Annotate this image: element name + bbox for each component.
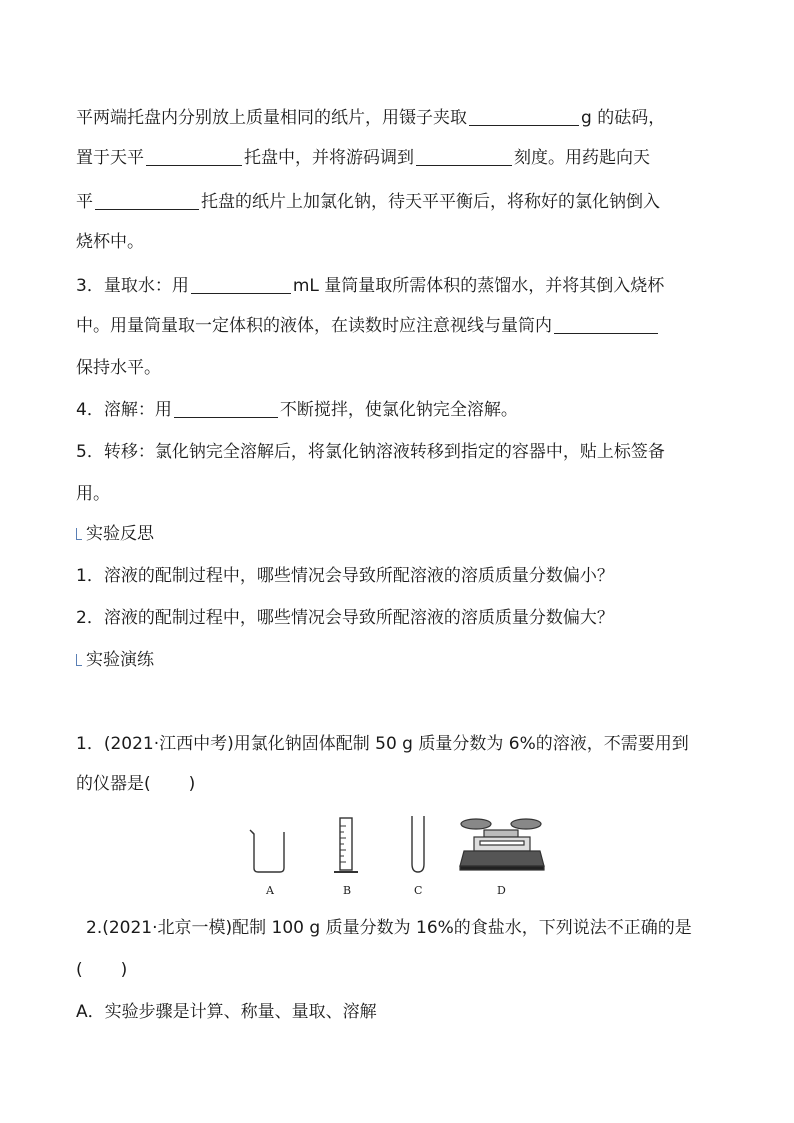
question-2-line-1: 2.(2021·北京一模)配制 100 g 质量分数为 16%的食盐水，下列说法不正确的是 <box>86 918 692 938</box>
instruments-illustration <box>240 808 560 884</box>
section-marker-icon <box>76 654 82 666</box>
text-segment: 托盘中，并将游码调到 <box>244 148 414 168</box>
fill-blank <box>95 191 199 210</box>
question-2-line-2 <box>76 958 726 982</box>
text-line-measure-3: 保持水平。 <box>76 358 161 378</box>
text-segment: 中。用量筒量取一定体积的液体，在读数时应注意视线与量筒内 <box>76 316 552 336</box>
text-segment: 3．量取水：用 <box>76 276 189 296</box>
graduated-cylinder-icon <box>334 818 358 872</box>
section-title-reflection <box>76 522 726 546</box>
fill-blank <box>146 147 242 166</box>
text-segment: 托盘的纸片上加氯化钠，待天平平衡后，将称好的氯化钠倒入 <box>201 192 660 212</box>
question-2-option-a: A．实验步骤是计算、称量、量取、溶解 <box>76 1002 377 1022</box>
text-line-measure-2 <box>76 314 726 338</box>
text-segment: 平两端托盘内分别放上质量相同的纸片，用镊子夹取 <box>76 108 467 128</box>
section-title-text: 实验反思 <box>86 524 154 544</box>
text-segment: ) <box>120 960 128 980</box>
text-segment: 刻度。用药匙向天 <box>514 148 650 168</box>
fill-blank <box>174 399 278 418</box>
question-1-line-1: 1．(2021·江西中考)用氯化钠固体配制 50 g 质量分数为 6%的溶液，不需要用到 <box>76 734 689 754</box>
text-line-weigh-2 <box>76 146 726 170</box>
text-segment: ) <box>188 774 196 794</box>
text-segment: 平 <box>76 192 93 212</box>
text-line-measure-1 <box>76 274 726 298</box>
text-segment: 的仪器是( <box>76 774 151 794</box>
text-segment: ( <box>76 960 83 980</box>
text-segment: mL 量筒量取所需体积的蒸馏水，并将其倒入烧杯 <box>292 276 665 296</box>
text-line-weigh-3 <box>76 190 726 214</box>
figure-label-d: D <box>497 884 506 897</box>
text-line-weigh-4: 烧杯中。 <box>76 232 144 252</box>
fill-blank <box>416 147 512 166</box>
fill-blank <box>469 107 579 126</box>
section-title-practice <box>76 648 726 672</box>
figure-label-c: C <box>414 884 423 897</box>
lab-instruments-figure <box>240 808 560 897</box>
question-1-line-2 <box>76 772 726 796</box>
text-line-transfer-1: 5．转移：氯化钠完全溶解后，将氯化钠溶液转移到指定的容器中，贴上标签备 <box>76 442 665 462</box>
beaker-icon <box>250 830 284 872</box>
text-segment: g 的砝码， <box>581 108 666 128</box>
figure-label-b: B <box>343 884 352 897</box>
text-segment: 置于天平 <box>76 148 144 168</box>
balance-scale-icon <box>460 819 544 870</box>
test-tube-icon <box>412 816 424 872</box>
text-line-transfer-2: 用。 <box>76 484 110 504</box>
reflection-question-2: 2．溶液的配制过程中，哪些情况会导致所配溶液的溶质质量分数偏大？ <box>76 608 614 628</box>
fill-blank <box>191 275 291 294</box>
text-segment: 不断搅拌，使氯化钠完全溶解。 <box>279 400 518 420</box>
section-title-text: 实验演练 <box>86 650 154 670</box>
figure-label-a: A <box>266 884 274 897</box>
reflection-question-1: 1．溶液的配制过程中，哪些情况会导致所配溶液的溶质质量分数偏小？ <box>76 566 614 586</box>
section-marker-icon <box>76 528 82 540</box>
text-line-dissolve <box>76 398 726 422</box>
text-line-weigh-1 <box>76 106 726 130</box>
text-segment: 4．溶解：用 <box>76 400 172 420</box>
fill-blank <box>554 315 658 334</box>
